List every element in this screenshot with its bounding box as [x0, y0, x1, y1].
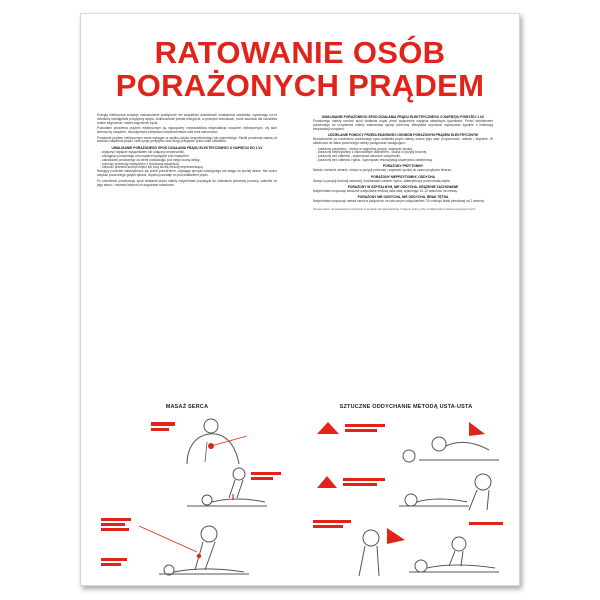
- list-item: - porażony nieprzytomny z zachowanym oddechem - ułożyć w pozycji bocznej,: [316, 150, 428, 155]
- list-item: - porażony bez oddechu - wykonywać sztuczne oddychanie,: [316, 154, 401, 159]
- intro-paragraph-2: Powodami porażenia prądem elektrycznym są najczęściej: nieprawidłowa eksploatacja urządzeń elektrycznych, zły stan techniczny urządzeń, nieznajomość przepisów bezpieczeństwa oraz brak ostrożności.: [97, 126, 277, 135]
- heading-unconscious-breathing: PORAŻONY NIEPRZYTOMNY, ODDYCHA: [371, 174, 435, 179]
- poster-title-line2: PORAŻONYCH PRĄDEM: [115, 68, 485, 103]
- safety-poster: [80, 13, 520, 586]
- paragraph: Natychmiast rozpocząć masaż serca w połączeniu ze sztucznym oddychaniem: 30 uciśnięć klatki piersiowej na 2 wdechy.: [313, 199, 485, 204]
- list-item: - odizolować porażonego od ziemi podsuwając pod niego suchą deskę,: [100, 157, 201, 162]
- intro-paragraph-3: Porażenie prądem elektrycznym może wystąpić w wyniku dotyku bezpośredniego lub pośredniego. Skutki porażenia zależą od wartości natężenia prądu, czasu jego przepływu oraz drogi przepływu przez ciało człowieka.: [97, 135, 277, 144]
- list-item: - odciągnąć porażonego od urządzeń będących pod napięciem,: [100, 153, 190, 158]
- massage-figure-3: [99, 512, 259, 584]
- paragraph: Ratujący powinien zabezpieczyć się przed porażeniem, używając sprzętu izolacyjnego lub stając na suchej desce. Nie wolno dotykać porażonego gołymi rękami, dopóki pozostaje on pod działaniem prądu.: [97, 169, 277, 178]
- paragraph: Bezzwłocznie po uwolnieniu porażonego spod działania prądu należy ocenić jego stan: przytomność, oddech i krążenie. W zależności od stanu porażonego należy postępować następująco:: [313, 137, 493, 146]
- heading-first-aid: UDZIELANIE POMOCY PRZEDLEKARSKIEJ OSOBOM PORAŻONYM PRĄDEM ELEKTRYCZNYM: [328, 133, 478, 138]
- heading-conscious: PORAŻONY PRZYTOMNY: [382, 164, 424, 169]
- left-text-column: [97, 114, 277, 189]
- massage-figure-1: [147, 418, 257, 466]
- paragraph: Porażonego należy uwolnić spod działania prądu przez wyłączenie napięcia właściwym łącznikiem. Przed uwolnieniem porażonego od urządzenia należy zastosować sprzęt ochronny. Wszystkie czynności wykonywać zgodnie z instrukcją eksploatacji urządzeń.: [313, 119, 493, 131]
- breathing-figure-2: [309, 468, 509, 512]
- paragraph: Natychmiast rozpocząć sztuczne oddychanie metodą usta-usta, wykonując 10-12 wdechów na minutę.: [313, 188, 458, 193]
- heading-release-high-voltage: UWALNIANIE PORAŻONEGO SPOD DZIAŁANIA PRĄDU ELEKTRYCZNEGO O NAPIĘCIU POWYŻEJ 1 kV: [321, 115, 485, 119]
- source-footnote: Opracowano na podstawie przepisów w sprawie bezpieczeństwa i higieny pracy przy urządzeniach elektroenergetycznych.: [313, 207, 477, 212]
- massage-section-title: MASAŻ SERCA: [165, 404, 209, 410]
- intro-paragraph-1: Energia elektryczna znajduje zastosowanie praktycznie we wszystkich dziedzinach działalności człowieka, wywierając na te dziedziny niewątpliwie pozytywny wpływ. Jednocześnie jednak energia ta, w pewnych warunkach, może stanowić dla człowieka realne zagrożenie, nawet zagrożenie życia.: [97, 113, 277, 125]
- heading-not-breathing: PORAŻONY W SZPITALNYM, NIE ODDYCHA, KRĄŻENIE ZACHOWANE: [347, 184, 459, 189]
- poster-title-line1: RATOWANIE OSÓB: [154, 35, 446, 70]
- breathing-section-title: SZTUCZNE ODDYCHANIE METODĄ USTA-USTA: [339, 404, 473, 410]
- list-item: - wyłączyć napięcie wyłącznikiem lub odłączyć bezpieczniki,: [100, 149, 185, 154]
- paragraph: Należy rozluźnić ubranie, ułożyć w pozycji poziomej i zapewnić spokój do czasu przybycia lekarza.: [313, 168, 452, 173]
- breathing-figure-1: [309, 416, 509, 468]
- massage-figure-2: [177, 466, 287, 512]
- right-text-column: [313, 114, 493, 215]
- paragraph: Po uwolnieniu porażonego spod działania prądu należy natychmiast przystąpić do udzielania pierwszej pomocy, zależnie od jego stanu, i wezwać lekarza lub pogotowie ratunkowe.: [97, 178, 277, 187]
- heading-release-low-voltage: UWALNIANIE PORAŻONEGO SPOD DZIAŁANIA PRĄDU ELEKTRYCZNEGO O NAPIĘCIU DO 1 kV: [111, 145, 263, 150]
- list-item: - przeciąć przewody narzędziem z izolowaną rękojeścią,: [100, 161, 180, 166]
- paragraph: Ułożyć w pozycji bocznej ustalonej, kontrolować oddech i tętno, zabezpieczyć przed utratą ciepła.: [313, 178, 451, 183]
- list-item: - porażony przytomny - ułożyć w wygodnej pozycji, zapewnić spokój,: [316, 146, 413, 151]
- list-item: - porażony bez oddechu i tętna - wykonywać resuscytację krążeniowo-oddechową.: [316, 158, 433, 163]
- breathing-figure-3: [309, 514, 509, 584]
- list-item: - odrzucić przewód suchym kijem lub inną suchą rzeczą nieprzewodzącą.: [100, 165, 204, 170]
- heading-no-pulse: PORAŻONY NIE ODDYCHA, NIE ODDYCHA, BRAK TĘTNA: [357, 195, 449, 200]
